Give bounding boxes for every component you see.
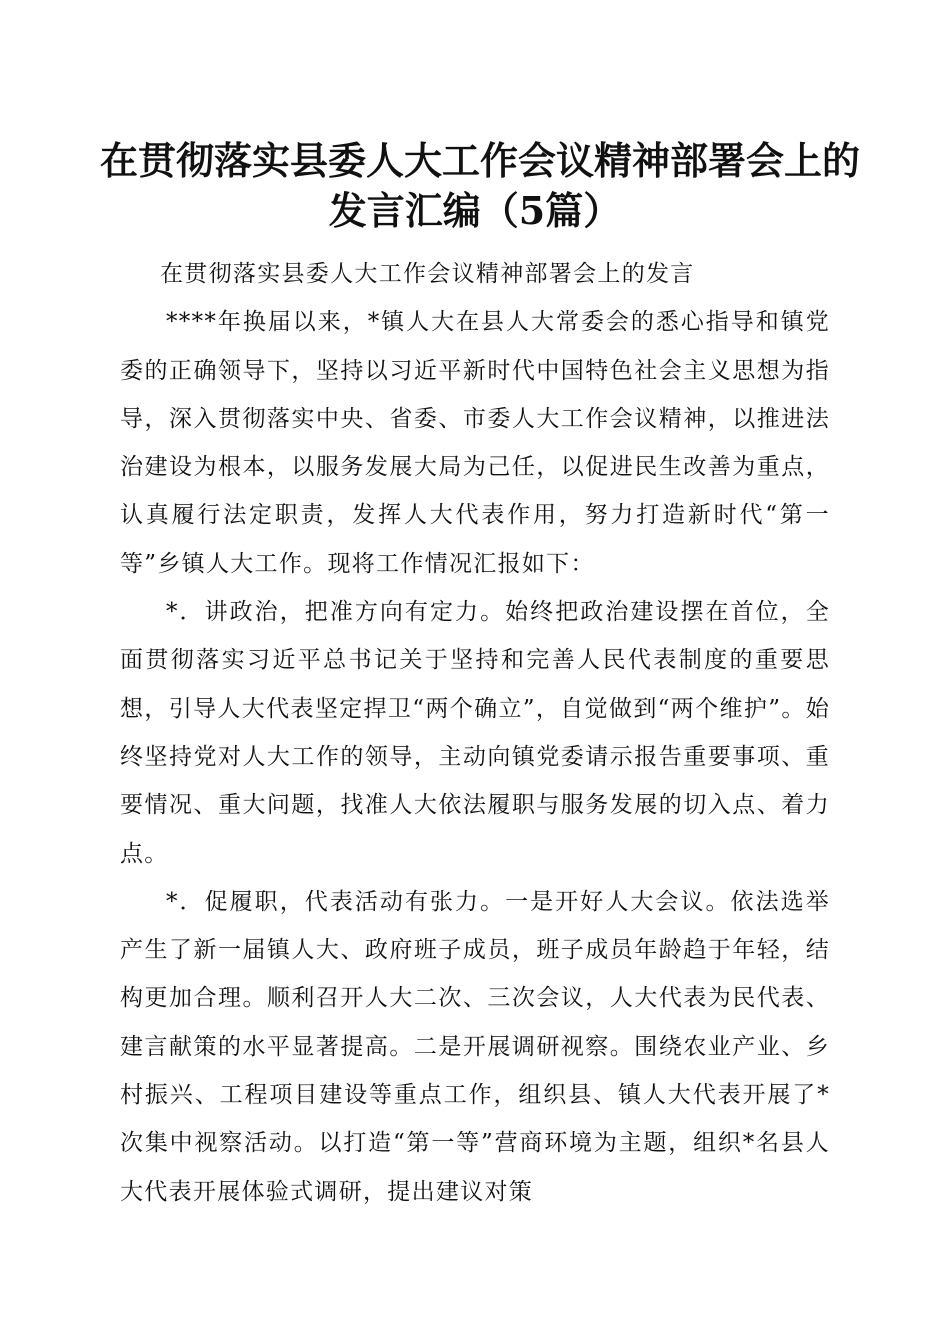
paragraph-intro: ****年换届以来，*镇人大在县人大常委会的悉心指导和镇党委的正确领导下，坚持以习近平新时代中国特色社会主义思想为指导，深入贯彻落实中央、省委、市委人大工作会议精神，以推进法治建设为根本，以服务发展大局为己任，以促进民生改善为重点，认真履行法定职责，发挥人大代表作用，努力打造新时代“第一等”乡镇人大工作。现将工作情况汇报如下：	[120, 309, 830, 577]
paragraph-duties: *．促履职，代表活动有张力。一是开好人大会议。依法选举产生了新一届镇人大、政府班子成员，班子成员年龄趋于年轻，结构更加合理。顺利召开人大二次、三次会议，人大代表为民代表、建言献策的水平显著提高。二是开展调研视察。围绕农业产业、乡村振兴、工程项目建设等重点工作，组织县、镇人大代表开展了*次集中视察活动。以打造“第一等”营商环境为主题，组织*名县人大代表开展体验式调研，提出建议对策	[120, 888, 830, 1205]
paragraph-politics: *．讲政治，把准方向有定力。始终把政治建设摆在首位，全面贯彻落实习近平总书记关于坚持和完善人民代表制度的重要思想，引导人大代表坚定捍卫“两个确立”，自觉做到“两个维护”。始终坚持党对人大工作的领导，主动向镇党委请示报告重要事项、重要情况、重大问题，找准人大依法履职与服务发展的切入点、着力点。	[120, 599, 830, 867]
document-title	[100, 136, 861, 236]
title-line-2: 发言汇编（5篇）	[328, 188, 622, 233]
speech-subtitle: 在贯彻落实县委人大工作会议精神部署会上的发言	[160, 261, 695, 287]
title-line-1: 在贯彻落实县委人大工作会议精神部署会上的	[100, 138, 861, 183]
document-body	[120, 250, 830, 1216]
